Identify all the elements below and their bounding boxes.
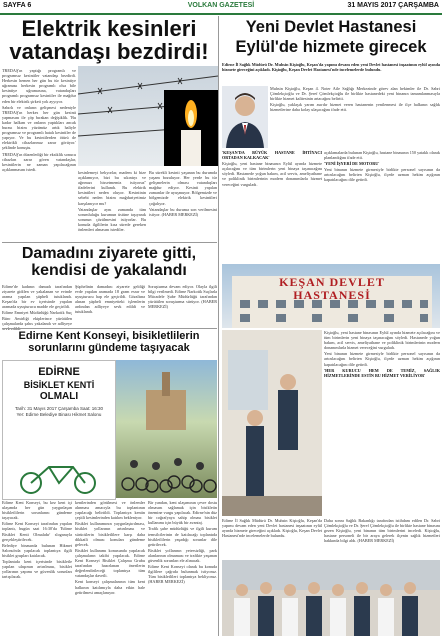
story4-paragraph: Kişioğlu, yaklaşık yarım asırdır hizmet veren hastanenin yenilenmesi ile ilçe halkının sağlık hizmetlerine daha kolay ulaşacağını ifade etti. [270, 102, 440, 113]
story2-paragraph: Şüphelinin damadını ziyarete geldiği evde yapılan aramada 18 gram esrar ve uyuşturucu hap ele geçirildi. Gözaltına alınan şüpheli emniyetteki işlemlerin ardından adliyeye sevk edildi ve tutuklandı. [75, 284, 145, 315]
story1-column-3 [149, 170, 217, 240]
story4-column-top [270, 86, 440, 148]
story3-paragraph: Edirne Kent Konseyi, bu kez kent içi ulaşımda her gün yaygınlaşan bisikletlilerin sorunlarını gündeme taşıyacak. [2, 500, 72, 521]
story3-paragraph: Edirne Kent Konseyi tarafından yapılan toplantı, bugün saat 16:30'da 'Edirne Bisiklet Kenti Olmalıdır' sloganıyla gerçekleştirilecek. [2, 521, 72, 542]
story3-paragraph: Bir yandan, kent ulaşımının çevre dostu olmasını sağlamak için bisikletin önemine vurgu yapılacak. Edirne'nin düz bir coğrafyaya sahip olması bisiklet kullanımı için büyük bir avantaj. [148, 500, 217, 526]
poster-title-line2: BİSİKLET KENTİ [23, 379, 95, 390]
story1-paragraph: Sabırlı ve onların gelişmesi nedeniyle TREDAŞ'ın herkes her gün kesinti yapmasını ile çöp bırakan değişiklik. 'Bu kadar halkım ve onların yaptıkları ancak burası bizim yüzümüz artık haliyle programsız ve programlı hatalı kesintiler de yapıyor. Ve bu kesintilerden ötürü de elektrikli cihazlarımız zarar görüyor.' şeklinde konuştu. [2, 104, 76, 151]
story1-paragraph: Vatandaşlar bu duruma son verilmesini istiyor. (HABER MERKEZİ) [149, 206, 217, 217]
candle-illustration [164, 90, 218, 166]
story2-column-1 [2, 284, 72, 326]
story4-headline [221, 19, 441, 57]
story4-paragraph: Kişioğlu, yeni hastane binasının Eylül ayında hizmete açılacağını ve tüm birimlerin yeni binaya taşınacağını söyledi. Hastanede yoğun bakım, acil servis, ameliyathane ve poliklinik birimlerinin modern donanımlarla hizmet vereceğini vurguladı. [324, 330, 440, 351]
column-divider [218, 16, 219, 636]
poster-details: Tarih: 31 Mayıs 2017 Çarşamba Saat: 16:30 Yer: Edirne Belediye Binası Hikmet Salonu [14, 406, 104, 418]
story2-column-2 [75, 284, 145, 326]
story1-paragraph: kesinlemeyi bekyorlar, madem ki bize açıklamıyor, bizi bu sıkıntıyı ve ağrımızı hissetmemiz istiyoruz'' ifadelerini kullandı. Bu elektrik kesintileri neden oluyor. Kesintinin sebebi neden bizim mağduriyetimiz karşılanıyor mu? [78, 170, 146, 206]
story3-paragraph: kentlerinden görülmesi ve önlemler alınması amacıyla bu toplantının yapılacağı belirtildi. Toplantıya kentin çeşitli kesimlerinden katılım bekleniyor. [75, 500, 145, 521]
hospital-visit-photo [222, 330, 322, 516]
candle-photo [164, 90, 218, 166]
story1-paragraph: TREDAŞ'ın yaptığı programlı ve programsız kesintiler vatandaşı bezdirdi. Herkesin hemen her gün bu tür kesintiye uğraması herkesin programlı olsa bile kesintiye uğramasına, vatandaşları programlı programsız kesintiler ile mağdur eden bir elektrik şirketi yok ayyıyor. [2, 68, 76, 104]
story3-paragraph: Toplantıda kent içerisinde bisikletle yapılan ulaşımın artırılması, bisiklet yollarının yapımı ve güvenlik sorunları tartışılacak. [2, 559, 72, 580]
poster-title-line3: OLMALI [39, 390, 79, 402]
story4-headline-line2: Eylül'de hizmete girecek [235, 38, 427, 57]
story2-headline [2, 246, 216, 280]
section-divider [2, 242, 217, 243]
story3-column-3 [148, 500, 217, 636]
story4-paragraph: Edirne İl Sağlık Müdürü Dr. Muhsin Kişioğlu, Keşan'da yapımı devam eden yeni Devlet hastanesi inşaatının eylül ayında hizmete gireceğini açıkladı. Kişioğlu, Keşan Devlet Hastanesi'nde incelemelerde bulundu. [222, 518, 322, 539]
story3-headline-line1: Edirne Kent Konseyi, bisikletlilerin [18, 330, 200, 342]
story3-headline-line2: sorunlarını gündeme taşıyacak [28, 341, 190, 354]
story3-column-2 [75, 500, 145, 636]
story1-headline [2, 17, 216, 63]
story1-headline-line1: Elektrik kesinleri [21, 16, 197, 41]
story1-headline-line2: vatandaşı bezdirdi! [9, 39, 209, 65]
story3-paragraph: Trafik şube müdürlüğü ve ilgili kurum temsilcilerinin de katılacağı toplantıda bisikletlilerin yaşadığı sorunlar dile getirilecek. [148, 526, 217, 547]
story3-paragraph: Edirne Kent Konseyi olarak bu konuda ilgililere çağrıda bulunmak istiyoruz. Tüm bisikletlileri toplantıya bekliyoruz. (HABER MERKEZİ) [148, 564, 217, 585]
story4-subheading: 'HER KURUCU HEM DE TEMİZ, SAĞLIK HİZMETLERİNDE ESTİN BU HİZMET VERİLİYOR' [324, 367, 440, 378]
story2-paragraph: Soruşturma devam ediyor. Olayla ilgili bilgi verilmedi. Edirne Narkotik Suçlarla Mücadele Şube Müdürlüğü tarafından yürütülen soruşturma sürüyor. (HABER MERKEZİ) [148, 284, 217, 310]
story3-paragraph: Bisiklet yollarının yetersizliği, park alanlarının olmaması ve trafikte yaşanan güvenlik sorunları ele alınacak. [148, 547, 217, 564]
story1-column-1 [2, 68, 76, 240]
story4-paragraph: açıklamalarda bulunan Kişioğlu, hastane binasının 150 yataklı olarak planlandığını ifade etti. [324, 150, 440, 161]
story3-headline [2, 331, 216, 354]
portrait-illustration [222, 86, 268, 148]
story2-paragraph: Edirne'de kadının damadı tarafından ziyarete gidilen ve yakalanan ve evinde arama yapılan şüpheli tutuklandı. Keşan'da bir ev içerisinde yapılan aramada uyuşturucu madde ele geçirildi. [2, 284, 72, 310]
poster-title-line1: EDİRNE [38, 366, 80, 378]
page-header [0, 0, 442, 15]
story1-column-2 [78, 170, 146, 240]
hospital-sign: KEŞAN DEVLET HASTANESİ [279, 275, 385, 302]
photo-caption: Daha sonra Sağlık Bakanlığı tarafından istihdam edilen Dr. Sabri Çömlekçioğlu ve Dr. Şeref Çömlekçioğlu ile birlikte hastane binasını gezen Kişioğlu, yeni binanın tüm birimlerini inceledi. Kişioğlu, hastane personeli ile bir araya gelerek ilçenin sağlık hizmetleri hakkında bilgi aldı. (HABER MERKEZİ) [324, 518, 440, 544]
event-poster [2, 360, 116, 500]
hospital-building-photo [222, 264, 440, 328]
story1-paragraph: TREDAŞ'ın düzenlediği bir eksiklik sonucu cihazları zarar gören vatandaşlar, kesintilerin ne zaman yapılacağının açıklanmasını istedi. [2, 151, 76, 172]
story3-paragraph: Bisiklet kullanımı konusunda yapılacak çalışmaların takibi yapılacak. Edirne Kent Konseyi Bisiklet Çalışma Grubu tarafından hazırlanan önerilerin değerlendirileceği toplantıya tüm vatandaşlar davetli. [75, 547, 145, 579]
doctor-portrait [222, 86, 268, 148]
story2-paragraph: Edirne Emniyet Müdürlüğü Narkotik Suç Büro Amirliği ekiplerince yürütülen çalışmalarda şahıs yakalandı ve adliyeye [2, 310, 72, 326]
story3-paragraph: Belediye binasında bulunan Hikmet Salonu'nda yapılacak toplantıya ilgili bisiklet grupları katılacak. [2, 542, 72, 558]
story4-paragraph: Kişioğlu, yeni hastane binasının Eylül ayında hizmete açılacağını ve tüm birimlerin yeni binaya taşınacağını söyledi. Hastanede yoğun bakım, acil servis, ameliyathane ve poliklinik birimlerinin modern donanımlarla hizmet vereceğini vurguladı. [222, 161, 322, 187]
story4-column-left [222, 150, 322, 262]
story3-paragraph: Bisiklet kullanımının yaygınlaştırılması, bisiklet yollarının artırılması ve sürücülerin bisikletlilere karşı daha dikkatli olması konuları gündeme gelecek. [75, 521, 145, 547]
visit-illustration [222, 330, 322, 516]
story4-subheading: 'KEŞAN'DA BÜYÜK HASTANE İHTİYACI ORTADAN KALKACAK' [222, 150, 322, 161]
group-illustration [222, 560, 440, 636]
story4-intro: Edirne İl Sağlık Müdürü Dr. Muhsin Kişioğlu, Keşan'da yapımı devam eden yeni Devlet hastanesi inşaatının eylül ayında hizmete gireceğini açıkladı. Kişioğlu, Keşan Devlet Hastanesi'nde incelemelerde bulundu. [222, 62, 440, 73]
story3-paragraph: Kent konseyi çalışmalarının tüm kent halkının katılımıyla daha etkin hale getirilmesi amaçlanıyor. [75, 579, 145, 595]
paper-name: VOLKAN GAZETESİ [187, 2, 255, 9]
story4-column-continued [324, 330, 440, 516]
cyclists-illustration [116, 360, 217, 498]
story2-headline-line2: kendisi de yakalandı [31, 261, 187, 279]
issue-date: 31 MAYIS 2017 ÇARŞAMBA [347, 2, 439, 9]
story1-paragraph: Bu sürekli kesinti yaşanan bu durumda yaşam bozuluyor. Her yerde bu tür gelişmelerin olması vatandaşları mağdur ediyor. Kesinti yapılan zamanlar ile uyuşmuyor. Bölgemizde ve bölgemizde elektrik kesintileri çoğalıyor. [149, 170, 217, 206]
story4-continued-text [222, 518, 322, 558]
story2-headline-line1: Damadını ziyarete gitti, [21, 245, 197, 262]
story4-paragraph: Muhsin Kişioğlu, Keşan 4. Noter Aile Sağlığı Merkezinde görev alan hekimler ile Dr. Sabri Çömlekçioğlu ve Dr. Şeref Çömlekçioğlu ile birlikte hastanedeki yeni binanın tamamlanmasıyla birlikte hizmet kalitesinin artacağını belirtti. [270, 86, 440, 102]
story4-subheading: 'YENİ İŞYERİ DE MOTORU' [324, 161, 380, 167]
story4-column-right [324, 150, 440, 262]
page-label: SAYFA 6 [3, 2, 32, 9]
story4-headline-line1: Yeni Devlet Hastanesi [245, 18, 417, 36]
story3-column-1 [2, 500, 72, 636]
cyclists-photo [116, 360, 217, 498]
story1-paragraph: Vatandaşlar aynı zamanda tüm sorumluluğu kurumun üstüne taşıyarak sorunun çözülmesini istiyorlar. Bu konuda ilgililerin kısa sürede gereken önlemleri almasını istediler. [78, 206, 146, 233]
section-divider [2, 328, 217, 329]
bicycle-icon [9, 457, 109, 495]
story4-paragraph: Yeni binanın hizmete girmesiyle birlikte personel sayısının da artırılacağını belirten Kişioğlu, ilçede uzman hekim açığının kapatılacağını dile getirdi. [324, 351, 440, 367]
story2-column-3 [148, 284, 217, 326]
story4-paragraph: Yeni binanın hizmete girmesiyle birlikte personel sayısının da artırılacağını belirten Kişioğlu, ilçede uzman hekim açığının kapatılacağını dile getirdi. [324, 167, 440, 183]
group-photo [222, 560, 440, 636]
